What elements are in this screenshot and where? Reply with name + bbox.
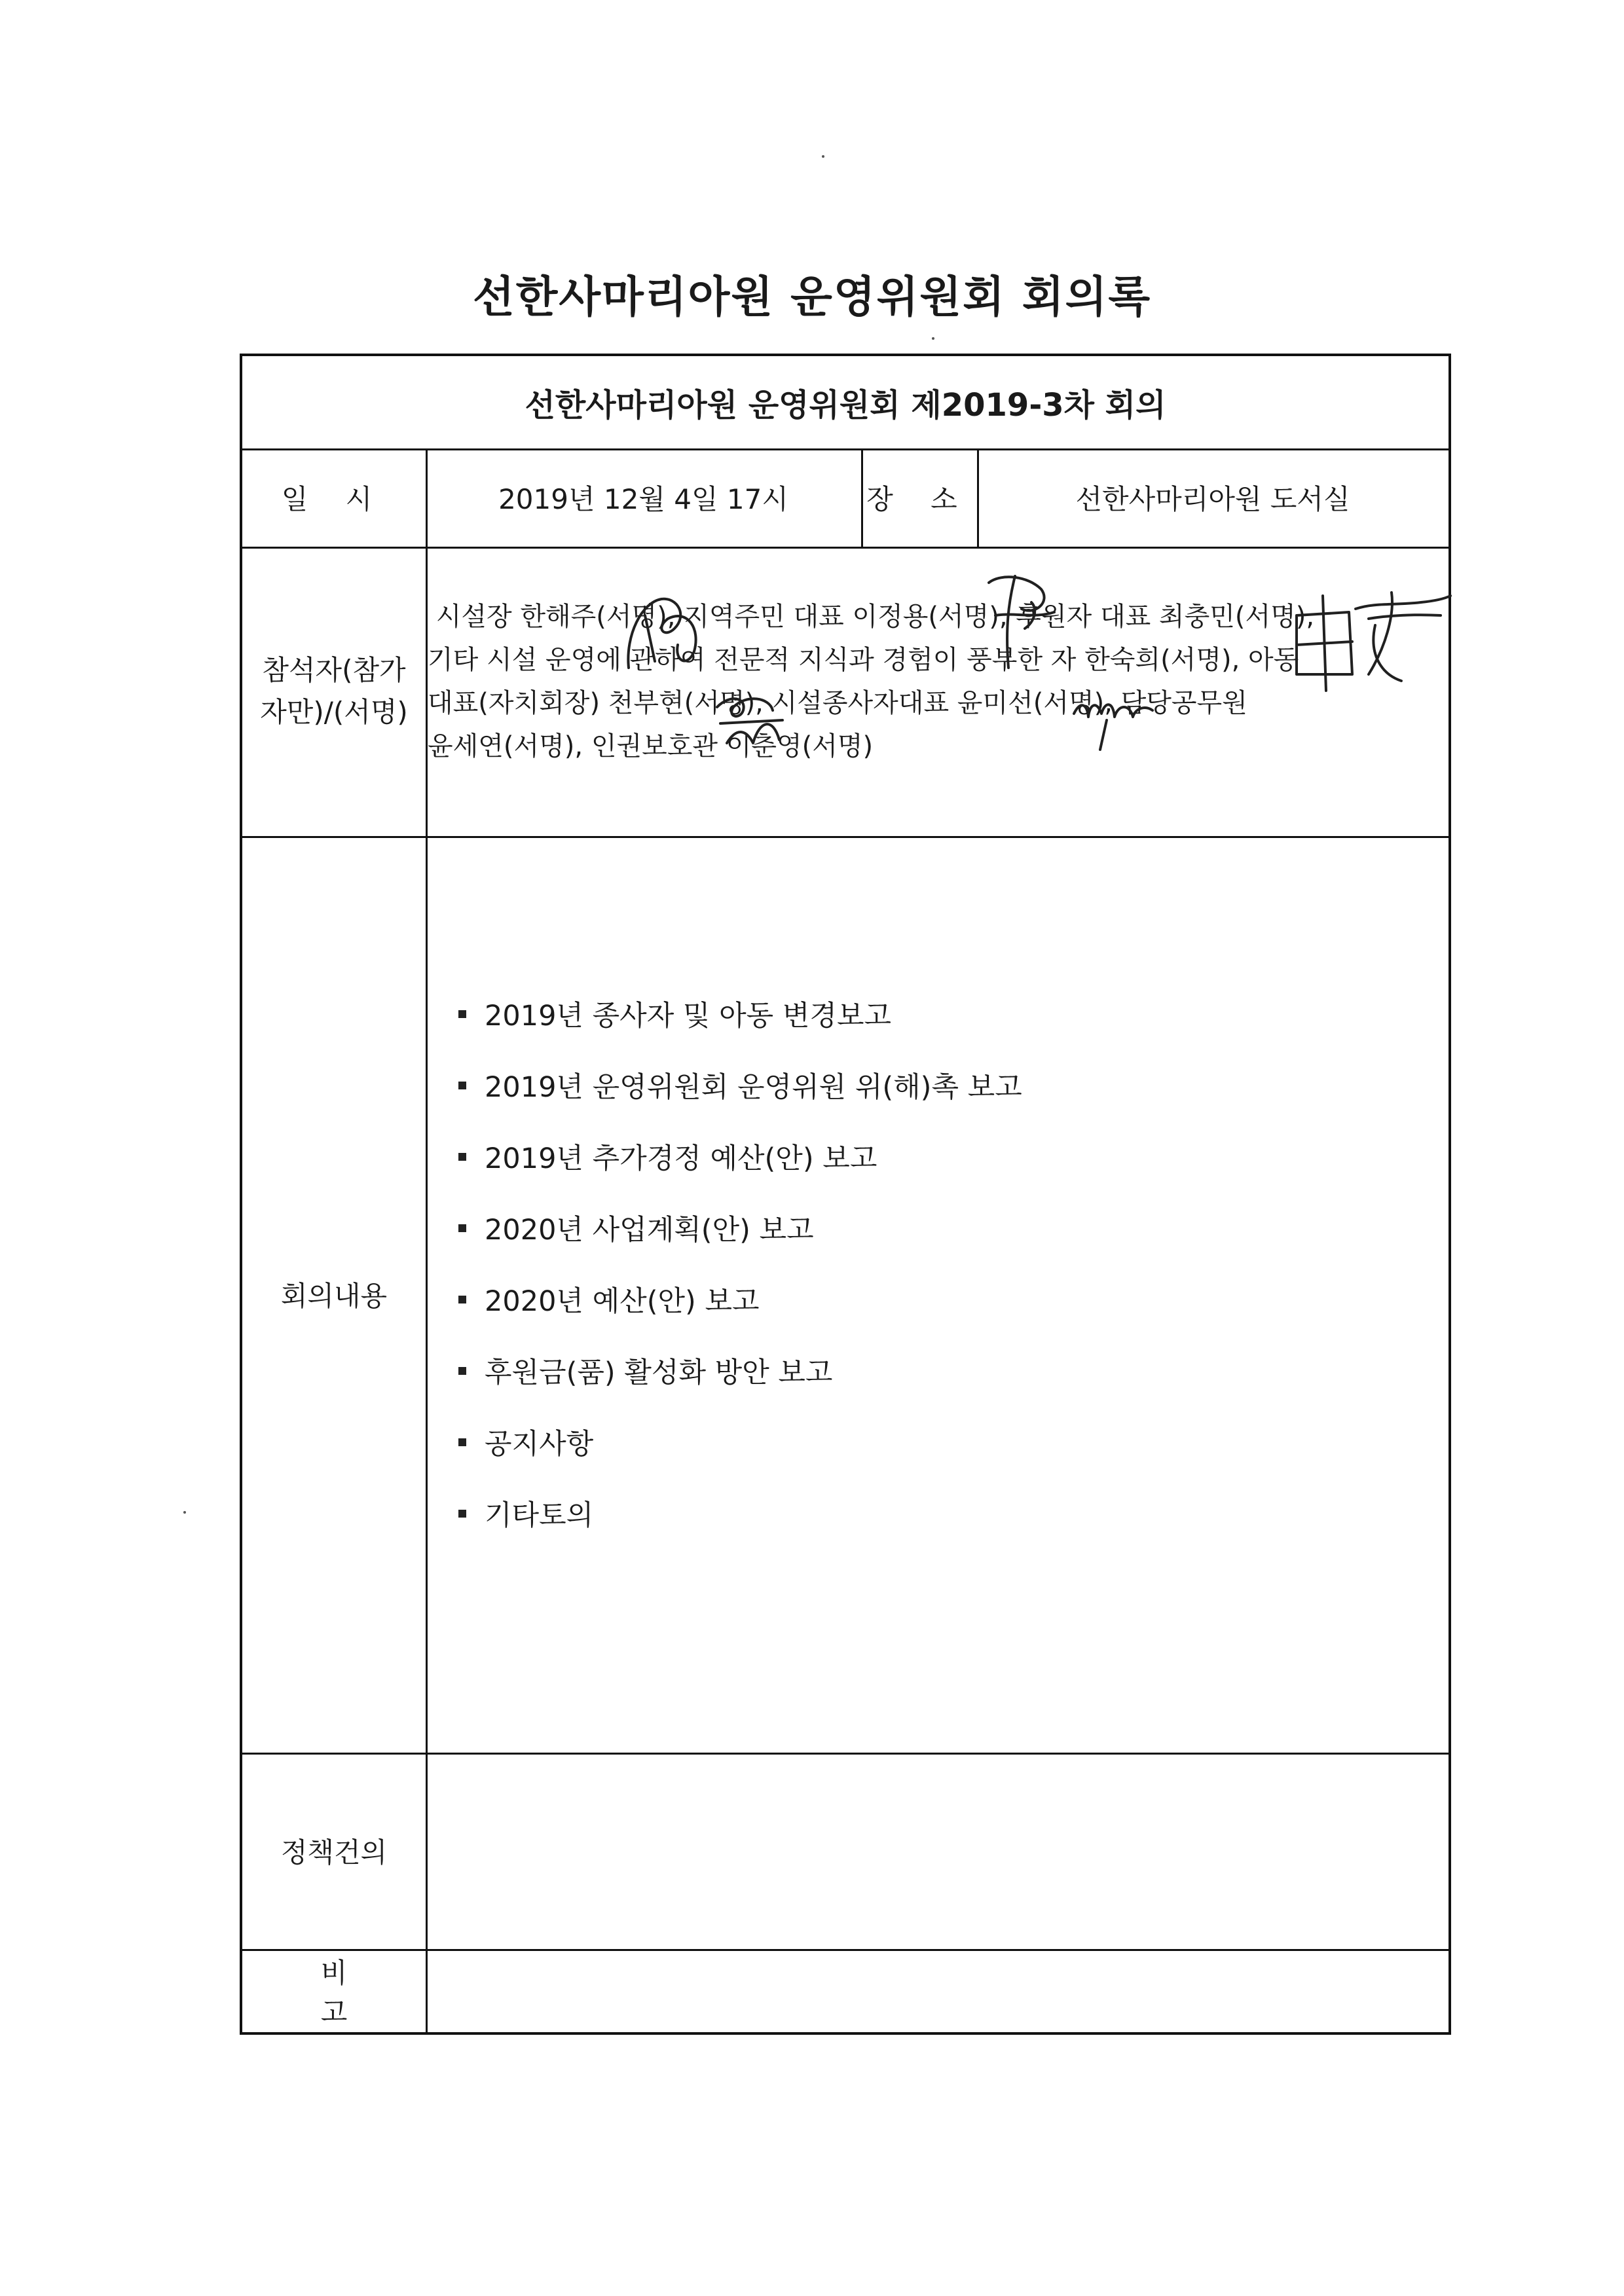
document-title: 선한사마리아원 운영위원회 회의록 — [472, 272, 1152, 322]
agenda-item — [458, 1406, 1022, 1478]
bullet-icon — [458, 1296, 466, 1303]
datetime-value: 2019년 12월 4일 17시 — [498, 483, 788, 515]
agenda-item — [458, 1049, 1022, 1121]
policy-label: 정책건의 — [280, 1836, 388, 1868]
handwritten-signature — [707, 681, 792, 753]
place-value: 선한사마리아원 도서실 — [1075, 483, 1350, 515]
attendees-label — [242, 547, 426, 836]
agenda-item-text: 공지사항 — [485, 1428, 594, 1461]
attendees-list: 시설장 한해주(서명), 지역주민 대표 이정용(서명), 후원자 대표 최충민(서명), 기타 시설 운영에 관하여 전문적 지식과 경험이 풍부한 자 한숙희(서명), 아동 대표(자치회장) 천부현(서명), 시설종사자대표 윤미선(서명), 담당공무원 윤세연(서명), 인권보호관 이춘영(서명) — [428, 602, 1315, 761]
bullet-icon — [458, 1367, 466, 1375]
bullet-icon — [458, 1153, 466, 1161]
handwritten-signature — [1067, 681, 1159, 753]
policy-value — [426, 1753, 1449, 1949]
agenda-item-text: 2019년 운영위원회 운영위원 위(해)촉 보고 — [485, 1071, 1022, 1104]
agenda-item-text: 기타토의 — [485, 1499, 594, 1532]
remarks-label: 비 고 — [320, 1956, 407, 2028]
agenda-item — [458, 1335, 1022, 1406]
bullet-icon — [458, 1224, 466, 1232]
agenda-item — [458, 1264, 1022, 1335]
place-label: 장 소 — [866, 483, 972, 515]
agenda-item — [458, 1192, 1022, 1264]
agenda-item-text: 2019년 종사자 및 아동 변경보고 — [485, 1000, 892, 1032]
agenda-item — [458, 978, 1022, 1049]
agenda-item — [458, 1121, 1022, 1192]
handwritten-signature — [1270, 576, 1460, 694]
bullet-icon — [458, 1510, 466, 1518]
bullet-icon — [458, 1010, 466, 1018]
agenda-item-text: 2020년 예산(안) 보고 — [485, 1285, 760, 1318]
remarks-value — [426, 1949, 1449, 2032]
content-label: 회의내용 — [280, 1280, 388, 1312]
scan-speck — [932, 337, 934, 340]
agenda-item-text: 2019년 추가경정 예산(안) 보고 — [485, 1142, 877, 1175]
datetime-label: 일 시 — [281, 483, 387, 515]
agenda-item-text: 후원금(품) 활성화 방안 보고 — [485, 1357, 833, 1389]
agenda-item-text: 2020년 사업계획(안) 보고 — [485, 1214, 814, 1247]
handwritten-signature — [616, 589, 714, 681]
scan-speck — [183, 1511, 186, 1514]
scan-speck — [822, 155, 824, 158]
minutes-table — [240, 354, 1451, 2035]
agenda-item — [458, 1478, 1022, 1549]
attendees-label-line: 참석자(참가 — [262, 654, 406, 686]
agenda-list — [458, 978, 1022, 1549]
bullet-icon — [458, 1438, 466, 1446]
bullet-icon — [458, 1082, 466, 1089]
attendees-label-line: 자만)/(서명) — [260, 696, 408, 728]
meeting-name: 선한사마리아원 운영위원회 제2019-3차 회의 — [525, 387, 1166, 424]
handwritten-signature — [969, 563, 1067, 674]
